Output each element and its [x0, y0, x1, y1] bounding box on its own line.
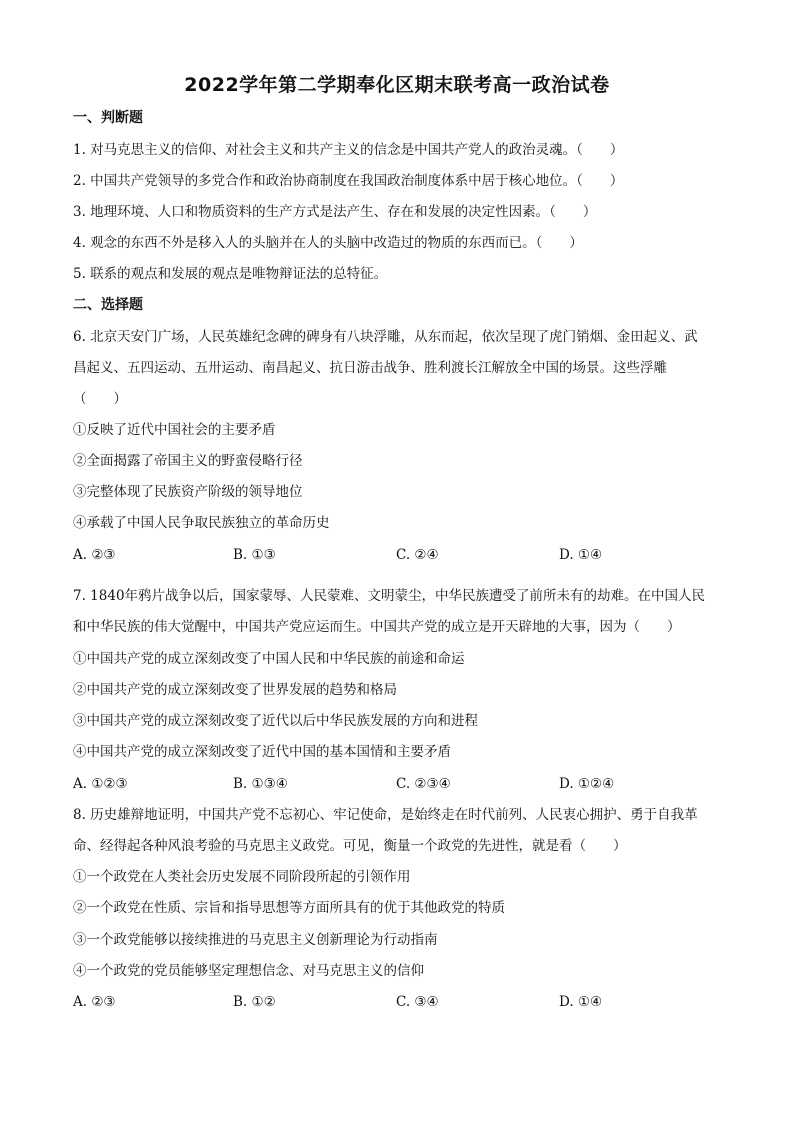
q8-statement-4: ④一个政党的党员能够坚定理想信念、对马克思主义的信仰 [73, 963, 424, 979]
q8-statement-3: ③一个政党能够以接续推进的马克思主义创新理论为行动指南 [73, 932, 438, 948]
judge-item-1: 1. 对马克思主义的信仰、对社会主义和共产主义的信念是中国共产党人的政治灵魂。（ ） [73, 142, 624, 158]
q7-option-c: C. ②③④ [396, 776, 451, 792]
q8-option-a: A. ②③ [73, 994, 116, 1010]
judge-item-5: 5. 联系的观点和发展的观点是唯物辩证法的总特征。 [73, 266, 388, 282]
q6-option-b: B. ①③ [233, 547, 276, 563]
q6-statement-4: ④承载了中国人民争取民族独立的革命历史 [73, 515, 330, 531]
q7-statement-2: ②中国共产党的成立深刻改变了世界发展的趋势和格局 [73, 682, 397, 698]
section-choice-heading: 二、选择题 [73, 297, 143, 313]
q8-option-d: D. ①④ [559, 994, 603, 1010]
q7-statement-4: ④中国共产党的成立深刻改变了近代中国的基本国情和主要矛盾 [73, 744, 451, 760]
q8-option-c: C. ③④ [396, 994, 439, 1010]
judge-item-2: 2. 中国共产党领导的多党合作和政治协商制度在我国政治制度体系中居于核心地位。（ ） [73, 173, 624, 189]
q8-stem-line-1: 8. 历史雄辩地证明，中国共产党不忘初心、牢记使命，是始终走在时代前列、人民衷心拥护、勇于自我革 [73, 807, 698, 823]
q7-option-d: D. ①②④ [559, 776, 615, 792]
q7-option-b: B. ①③④ [233, 776, 288, 792]
q6-stem-line-1: 6. 北京天安门广场，人民英雄纪念碑的碑身有八块浮雕，从东而起，依次呈现了虎门销烟、金田起义、武 [73, 329, 698, 345]
q6-option-c: C. ②④ [396, 547, 439, 563]
q6-option-d: D. ①④ [559, 547, 603, 563]
q6-stem-line-2: 昌起义、五四运动、五卅运动、南昌起义、抗日游击战争、胜利渡长江解放全中国的场景。这些浮雕 [73, 360, 667, 376]
q8-statement-2: ②一个政党在性质、宗旨和指导思想等方面所具有的优于其他政党的特质 [73, 900, 505, 916]
q7-stem-line-1: 7. 1840年鸦片战争以后，国家蒙辱、人民蒙难、文明蒙尘，中华民族遭受了前所未有的劫难。在中国人民 [73, 588, 706, 604]
q7-statement-3: ③中国共产党的成立深刻改变了近代以后中华民族发展的方向和进程 [73, 713, 478, 729]
exam-title: 2022学年第二学期奉化区期末联考高一政治试卷 [184, 74, 610, 96]
q6-stem-line-3: （ ） [73, 391, 127, 407]
judge-item-3: 3. 地理环境、人口和物质资料的生产方式是法产生、存在和发展的决定性因素。（ ） [73, 204, 597, 220]
q8-stem-line-2: 命、经得起各种风浪考验的马克思主义政党。可见，衡量一个政党的先进性，就是看（ ） [73, 838, 627, 854]
q6-option-a: A. ②③ [73, 547, 116, 563]
q7-stem-line-2: 和中华民族的伟大觉醒中，中国共产党应运而生。中国共产党的成立是开天辟地的大事，因为（ ） [73, 619, 681, 635]
section-judge-heading: 一、判断题 [73, 110, 143, 126]
q7-option-a: A. ①②③ [73, 776, 128, 792]
judge-item-4: 4. 观念的东西不外是移入人的头脑并在人的头脑中改造过的物质的东西而已。（ ） [73, 235, 583, 251]
q8-statement-1: ①一个政党在人类社会历史发展不同阶段所起的引领作用 [73, 869, 411, 885]
q7-statement-1: ①中国共产党的成立深刻改变了中国人民和中华民族的前途和命运 [73, 651, 465, 667]
q8-option-b: B. ①② [233, 994, 276, 1010]
q6-statement-1: ①反映了近代中国社会的主要矛盾 [73, 422, 276, 438]
q6-statement-3: ③完整体现了民族资产阶级的领导地位 [73, 484, 303, 500]
q6-statement-2: ②全面揭露了帝国主义的野蛮侵略行径 [73, 453, 303, 469]
